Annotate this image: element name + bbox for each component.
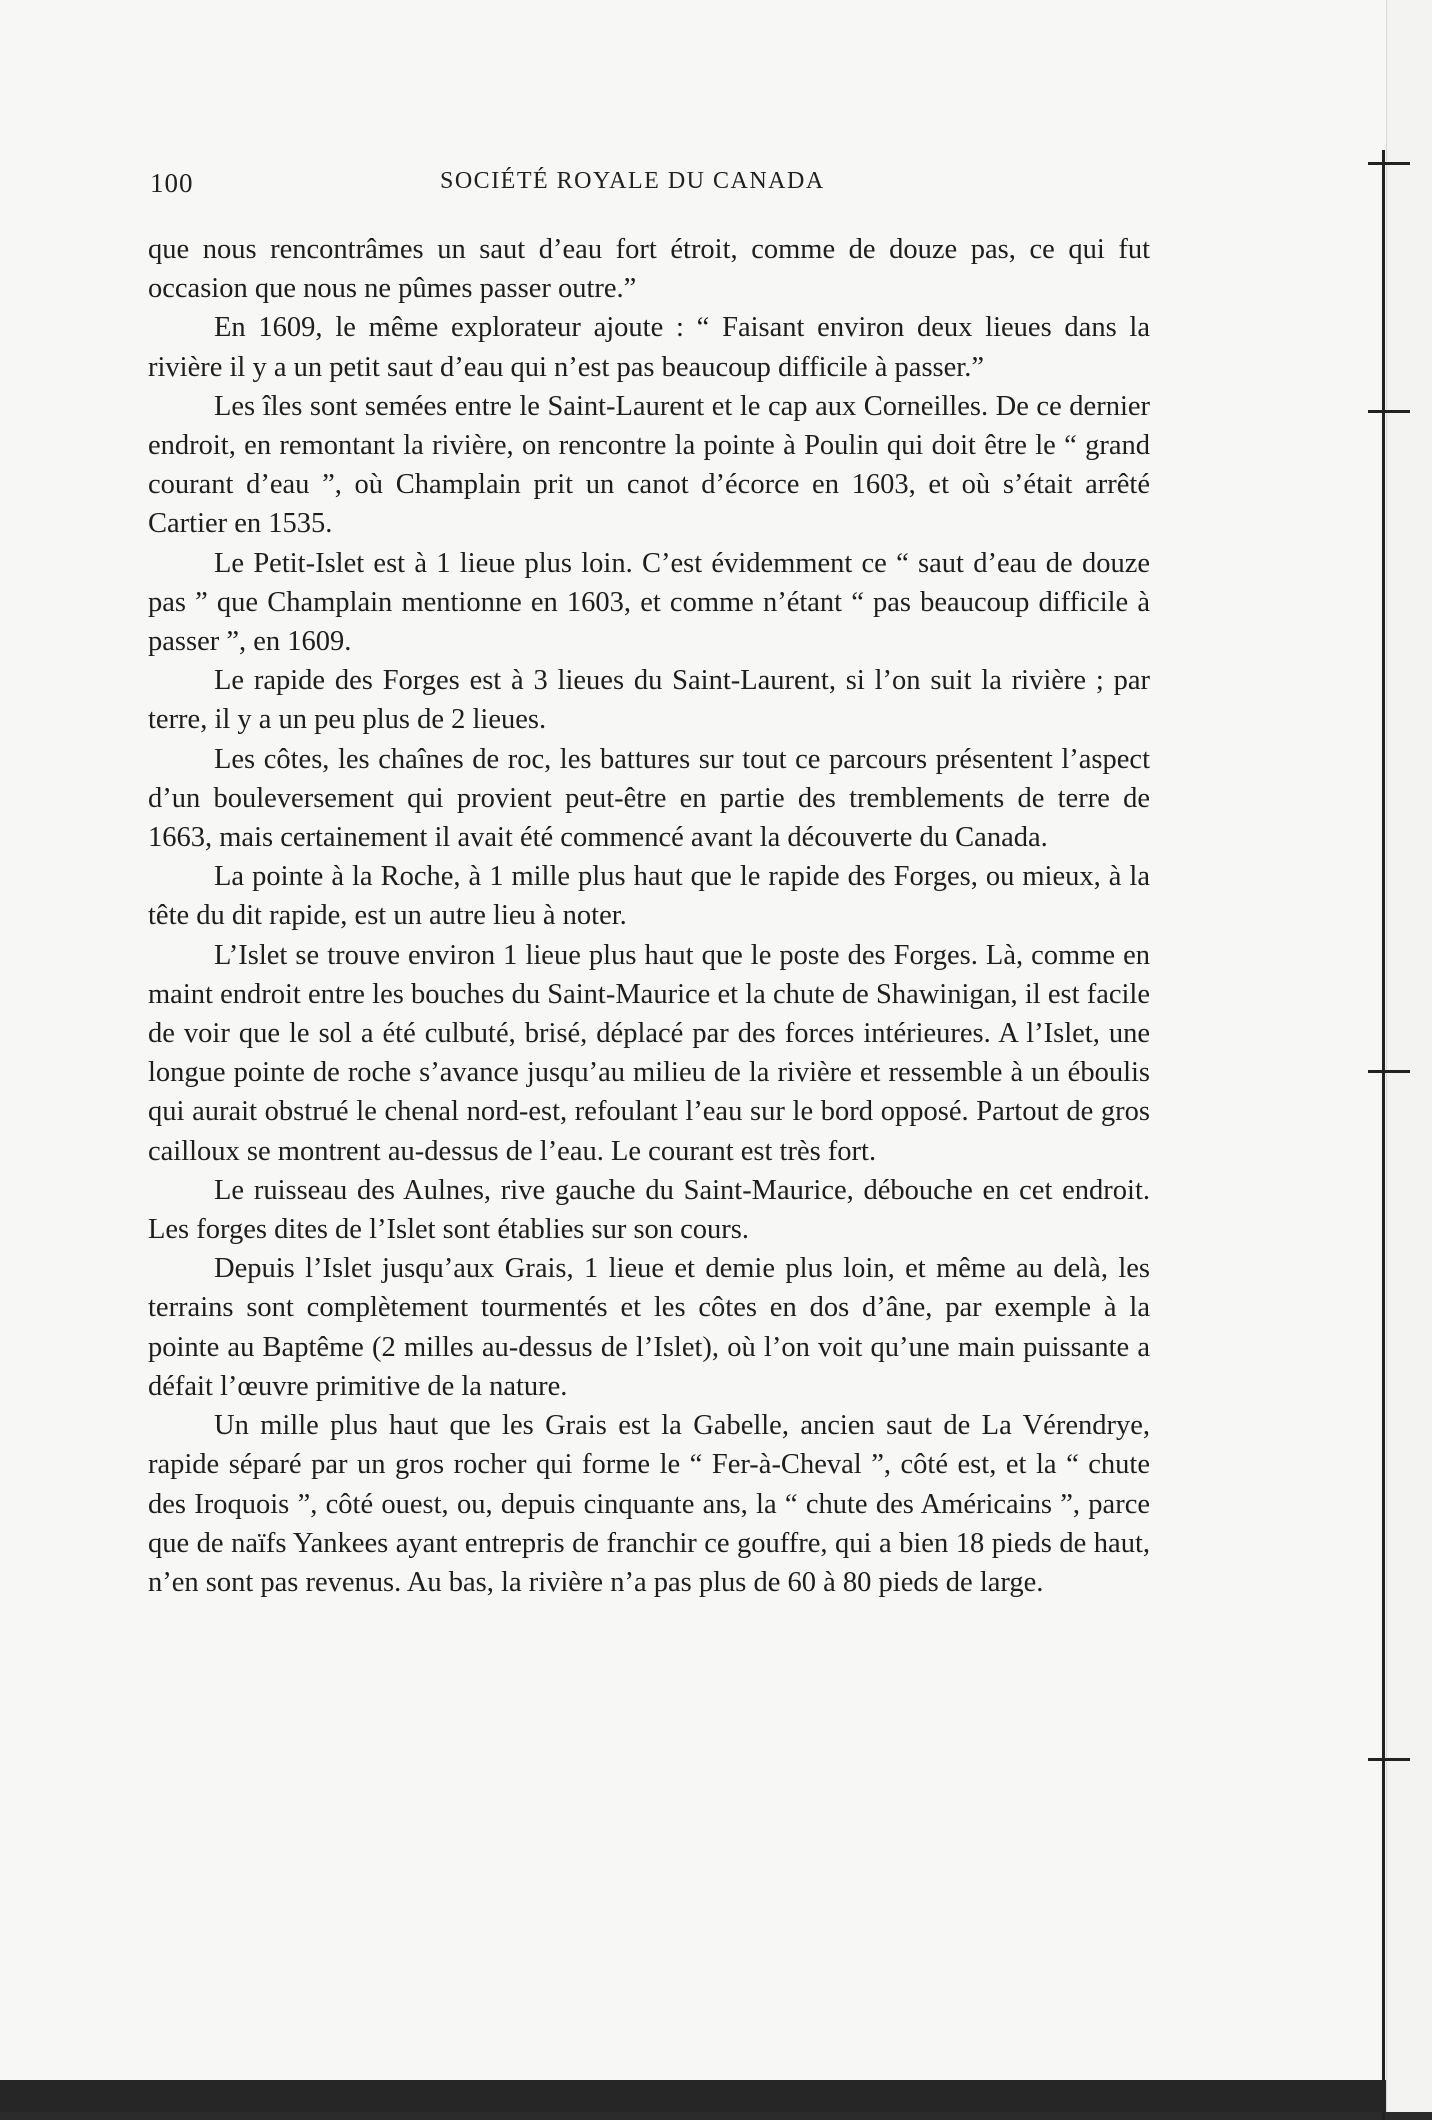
body-text <box>148 230 1150 1602</box>
paragraph: En 1609, le même explorateur ajoute : “ Faisant environ deux lieues dans la rivière il y a un petit saut d’eau qui n’est pas beaucoup difficile à passer.” <box>148 312 1150 383</box>
paragraph: Le ruisseau des Aulnes, rive gauche du Saint-Maurice, débouche en cet endroit. Les forges dites de l’Islet sont établies sur son cours. <box>148 1174 1150 1246</box>
margin-tick <box>1368 162 1410 165</box>
paragraph: La pointe à la Roche, à 1 mille plus haut que le rapide des Forges, ou mieux, à la tête du dit rapide, est un autre lieu à noter. <box>148 861 1150 932</box>
page-number: 100 <box>150 168 194 198</box>
scan-margin <box>1386 0 1432 2112</box>
paragraph: Les îles sont semées entre le Saint-Laurent et le cap aux Corneilles. De ce dernier endroit, en remontant la rivière, on rencontre la pointe à Poulin qui doit être le “ grand courant d’eau ”, où Champlain prit un canot d’écorce en 1603, et où s’était arrêté Cartier en 1535. <box>148 390 1150 540</box>
running-head: SOCIÉTÉ ROYALE DU CANADA <box>440 168 825 194</box>
paragraph: Le Petit-Islet est à 1 lieue plus loin. C’est évidemment ce “ saut d’eau de douze pas ” que Champlain mentionne en 1603, et comme n’étant “ pas beaucoup difficile à passer ”, en 1609. <box>148 547 1150 658</box>
paragraph: Les côtes, les chaînes de roc, les battures sur tout ce parcours présentent l’aspect d’un bouleversement qui provient peut-être en partie des tremblements de terre de 1663, mais certainement il avait été commencé avant la découverte du Canada. <box>148 743 1150 854</box>
margin-tick <box>1368 1758 1410 1761</box>
paragraph: que nous rencontrâmes un saut d’eau fort étroit, comme de douze pas, ce qui fut occasion que nous ne pûmes passer outre.” <box>148 234 1150 305</box>
margin-tick <box>1368 1070 1410 1073</box>
margin-rule <box>1382 150 1385 2120</box>
paragraph: Un mille plus haut que les Grais est la Gabelle, ancien saut de La Vérendrye, rapide séparé par un gros rocher qui forme le “ Fer-à-Cheval ”, côté est, et la “ chute des Iroquois ”, côté ouest, ou, depuis cinquante ans, la “ chute des Américains ”, parce que de naïfs Yankees ayant entrepris de franchir ce gouffre, qui a bien 18 pieds de haut, n’en sont pas revenus. Au bas, la rivière n’a pas plus de 60 à 80 pieds de large. <box>148 1410 1150 1598</box>
paragraph: L’Islet se trouve environ 1 lieue plus haut que le poste des Forges. Là, comme en maint endroit entre les bouches du Saint-Maurice et la chute de Shawinigan, il est facile de voir que le sol a été culbuté, brisé, déplacé par des forces intérieures. A l’Islet, une longue pointe de roche s’avance jusqu’au milieu de la rivière et ressemble à un éboulis qui aurait obstrué le chenal nord-est, refoulant l’eau sur le bord opposé. Partout de gros cailloux se montrent au-dessus de l’eau. Le courant est très fort. <box>148 939 1150 1167</box>
paragraph: Le rapide des Forges est à 3 lieues du Saint-Laurent, si l’on suit la rivière ; par terre, il y a un peu plus de 2 lieues. <box>148 665 1150 736</box>
paragraph: Depuis l’Islet jusqu’aux Grais, 1 lieue et demie plus loin, et même au delà, les terrains sont complètement tourmentés et les côtes en dos d’âne, par exemple à la pointe au Baptême (2 milles au-dessus de l’Islet), où l’on voit qu’une main puissante a défait l’œuvre primitive de la nature. <box>148 1253 1150 1402</box>
margin-tick <box>1368 410 1410 413</box>
scan-bottom-edge <box>0 2080 1386 2112</box>
page-header <box>150 168 1150 208</box>
